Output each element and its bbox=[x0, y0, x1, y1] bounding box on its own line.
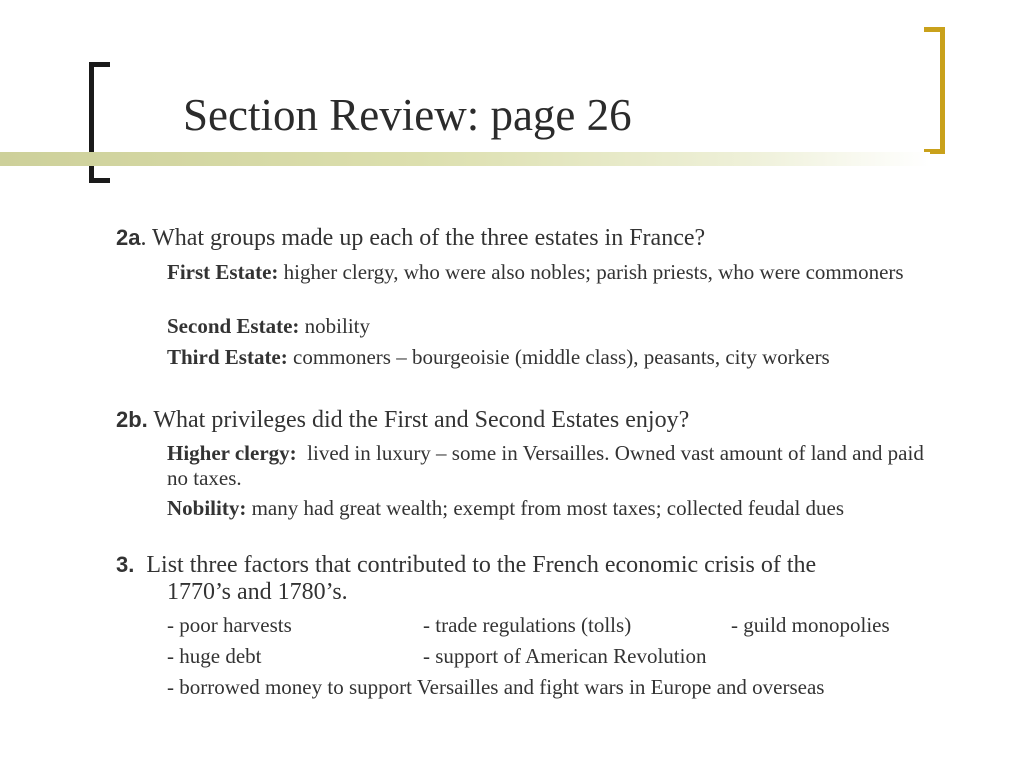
nobility-label: Nobility: bbox=[167, 496, 247, 520]
question-2b-text: What privileges did the First and Second Estates enjoy? bbox=[147, 407, 690, 433]
question-3-text-line1: List three factors that contributed to the French economic crisis of the bbox=[134, 552, 817, 578]
question-2a-number: 2a bbox=[116, 225, 141, 250]
factor-guild-monopolies: - guild monopolies bbox=[731, 613, 890, 637]
higher-clergy-answer bbox=[167, 441, 937, 491]
nobility-text: many had great wealth; exempt from most taxes; collected feudal dues bbox=[246, 496, 845, 520]
question-3 bbox=[116, 552, 816, 579]
question-3-number: 3. bbox=[116, 552, 135, 577]
factor-trade-regulations: - trade regulations (tolls) bbox=[423, 613, 632, 637]
first-estate-answer bbox=[167, 260, 927, 285]
slide-title: Section Review: page 26 bbox=[183, 90, 632, 140]
third-estate-answer bbox=[167, 345, 830, 370]
title-underline-bar bbox=[0, 152, 930, 166]
factor-huge-debt: - huge debt bbox=[167, 644, 262, 668]
factor-american-revolution: - support of American Revolution bbox=[423, 644, 707, 668]
question-3-text-line2: 1770’s and 1780’s. bbox=[167, 579, 348, 605]
first-estate-text: higher clergy, who were also nobles; parish priests, who were commoners bbox=[278, 260, 904, 284]
third-estate-label: Third Estate: bbox=[167, 345, 288, 369]
question-2b-number: 2b. bbox=[116, 407, 148, 432]
third-estate-text: commoners – bourgeoisie (middle class), peasants, city workers bbox=[287, 345, 830, 369]
second-estate-answer bbox=[167, 314, 370, 339]
second-estate-text: nobility bbox=[299, 314, 371, 338]
factor-poor-harvests: - poor harvests bbox=[167, 613, 292, 637]
nobility-answer bbox=[167, 496, 927, 521]
question-2b bbox=[116, 407, 689, 434]
right-bracket-decoration bbox=[924, 27, 945, 154]
question-2a bbox=[116, 225, 705, 252]
question-2a-text: . What groups made up each of the three estates in France? bbox=[140, 225, 706, 251]
second-estate-label: Second Estate: bbox=[167, 314, 300, 338]
higher-clergy-label: Higher clergy: bbox=[167, 441, 297, 465]
higher-clergy-text: lived in luxury – some in Versailles. Owned vast amount of land and paid no taxes. bbox=[167, 441, 930, 490]
factor-borrowed-money: - borrowed money to support Versailles and fight wars in Europe and overseas bbox=[167, 675, 825, 699]
first-estate-label: First Estate: bbox=[167, 260, 279, 284]
